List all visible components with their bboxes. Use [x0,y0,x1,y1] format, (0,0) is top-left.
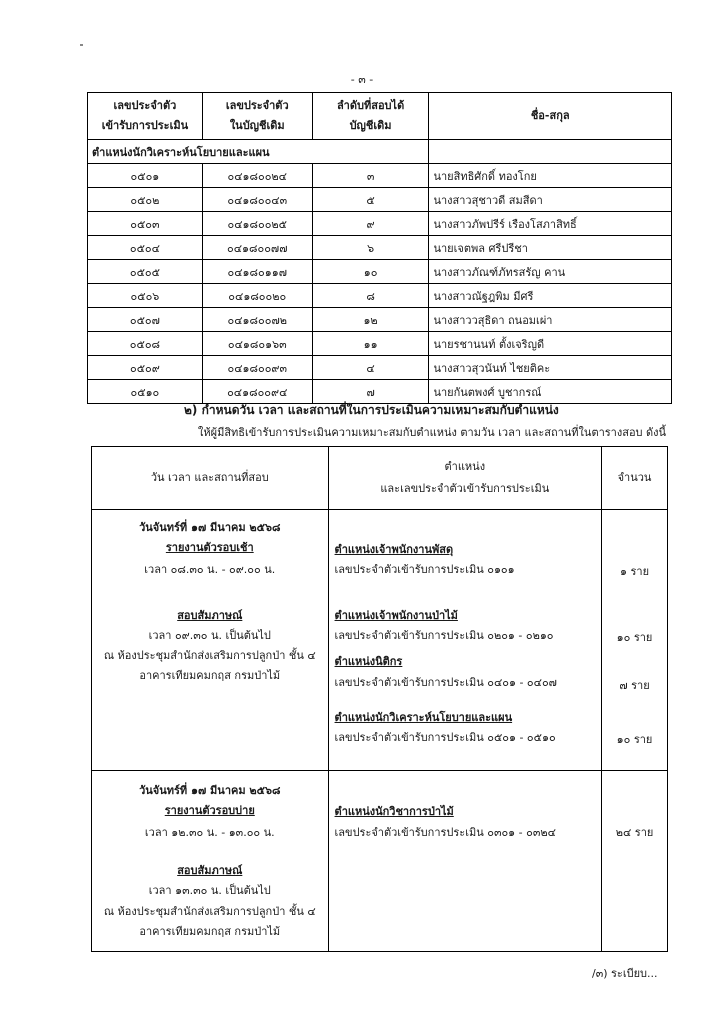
candidate-old-rank: ๑๐ [312,260,429,284]
morning-count-3: ๗ ราย [619,679,650,692]
group-label: ตำแหน่งนักวิเคราะห์นโยบายและแผน [88,140,429,164]
candidate-assessment-id: ๐๕๐๗ [88,308,203,332]
candidate-assessment-id: ๐๕๑๐ [88,380,203,404]
morning-count-cell [602,510,668,771]
afternoon-place-line1: ณ ห้องประชุมสำนักส่งเสริมการปลูกป่า ชั้น ๔ [103,905,316,918]
morning-report-time: เวลา ๐๘.๓๐ น. - ๐๙.๐๐ น. [144,563,276,576]
header-full-name [429,93,672,140]
morning-position-3-range: เลขประจำตัวเข้ารับการประเมิน ๐๔๐๑ - ๐๔๐๗ [334,676,557,689]
afternoon-positions-cell [328,771,602,952]
candidate-assessment-id: ๐๕๐๕ [88,260,203,284]
afternoon-count-1: ๒๔ ราย [615,826,654,839]
table-row [88,308,672,332]
header-assessment-id [88,93,203,140]
candidate-assessment-id: ๐๕๐๘ [88,332,203,356]
afternoon-interview-label: สอบสัมภาษณ์ [177,864,243,877]
candidate-table-header [88,93,672,140]
afternoon-place-line2: อาคารเทียมคมกฤส กรมป่าไม้ [139,925,281,938]
morning-place-line2: อาคารเทียมคมกฤส กรมป่าไม้ [139,669,281,682]
candidate-name: นายสิทธิศักดิ์ ทองโกย [429,164,672,188]
candidate-old-rank: ๖ [312,236,429,260]
afternoon-datetime-cell [92,771,329,952]
table-row [88,260,672,284]
table-row [88,212,672,236]
morning-position-4-title: ตำแหน่งนักวิเคราะห์นโยบายและแผน [334,711,513,724]
header-position [328,447,602,510]
morning-position-4-range: เลขประจำตัวเข้ารับการประเมิน ๐๕๐๑ - ๐๕๑๐ [334,731,556,744]
header-position-line2: และเลขประจำตัวเข้ารับการประเมิน [380,482,550,495]
candidate-assessment-id: ๐๕๐๔ [88,236,203,260]
candidate-old-id: ๐๔๑๘๐๑๖๓ [202,332,312,356]
schedule-row-morning [92,510,668,771]
scan-speck [80,44,83,46]
candidate-old-rank: ๓ [312,164,429,188]
morning-positions-cell [328,510,602,771]
morning-report-label: รายงานตัวรอบเช้า [165,541,254,554]
morning-position-2-title: ตำแหน่งเจ้าพนักงานป่าไม้ [334,609,458,622]
header-old-id [202,93,312,140]
morning-position-1-title: ตำแหน่งเจ้าพนักงานพัสดุ [334,543,454,556]
morning-count-4: ๑๐ ราย [616,733,653,746]
table-row [88,356,672,380]
table-row [88,164,672,188]
candidate-name: นางสาววสุธิดา ถนอมเผ่า [429,308,672,332]
candidate-old-rank: ๙ [312,212,429,236]
header-assessment-id-text: เลขประจำตัว เข้ารับการประเมิน [101,99,189,132]
table-row [88,332,672,356]
table-row [88,284,672,308]
section2-title: ๒) กำหนดวัน เวลา และสถานที่ในการประเมินความเหมาะสมกับตำแหน่ง [184,403,559,417]
morning-datetime-cell [92,510,329,771]
candidate-old-id: ๐๔๑๘๐๐๒๐ [202,284,312,308]
candidate-assessment-id: ๐๕๐๙ [88,356,203,380]
afternoon-report-time: เวลา ๑๒.๓๐ น. - ๑๓.๐๐ น. [144,826,275,839]
candidate-assessment-id: ๐๕๐๑ [88,164,203,188]
candidate-old-id: ๐๔๑๘๐๐๗๗ [202,236,312,260]
afternoon-interview-time: เวลา ๑๓.๓๐ น. เป็นต้นไป [148,884,271,897]
morning-interview-time: เวลา ๐๙.๓๐ น. เป็นต้นไป [148,629,271,642]
afternoon-count-cell [602,771,668,952]
candidate-name: นายเจตพล ศรีปรีชา [429,236,672,260]
candidate-old-rank: ๔ [312,356,429,380]
table-row [88,380,672,404]
afternoon-position-1-range: เลขประจำตัวเข้ารับการประเมิน ๐๓๐๑ - ๐๓๒๔ [334,826,556,839]
candidate-old-id: ๐๔๑๘๐๐๒๔ [202,164,312,188]
candidate-assessment-id: ๐๕๐๖ [88,284,203,308]
afternoon-position-1-title: ตำแหน่งนักวิชาการป่าไม้ [334,805,454,818]
candidate-table [87,92,672,404]
candidate-old-rank: ๑๒ [312,308,429,332]
morning-position-3-title: ตำแหน่งนิติกร [334,655,403,668]
header-old-id-text: เลขประจำตัว ในบัญชีเดิม [225,99,289,132]
schedule-header [92,447,668,510]
table-row [88,236,672,260]
candidate-rows [88,164,672,404]
candidate-name: นายรชานนท์ ตั้งเจริญดี [429,332,672,356]
candidate-old-id: ๐๔๑๘๐๐๙๓ [202,356,312,380]
candidate-old-id: ๐๔๑๘๐๑๑๗ [202,260,312,284]
candidate-old-rank: ๗ [312,380,429,404]
group-empty-cell [429,140,672,164]
section2-subtitle: ให้ผู้มีสิทธิเข้ารับการประเมินความเหมาะสมกับตำแหน่ง ตามวัน เวลา และสถานที่ในตารางสอบ ดังนี้ [198,426,667,439]
header-date-time-place: วัน เวลา และสถานที่สอบ [92,447,329,510]
candidate-name: นายกันตพงศ์ บูชากรณ์ [429,380,672,404]
candidate-old-id: ๐๔๑๘๐๐๗๒ [202,308,312,332]
candidate-name: นางสาวสุวนันท์ ไชยติคะ [429,356,672,380]
candidate-assessment-id: ๐๕๐๓ [88,212,203,236]
candidate-assessment-id: ๐๕๐๒ [88,188,203,212]
candidate-name: นางสาวภัพปรีร์ เรืองโสภาสิทธิ์ [429,212,672,236]
candidate-old-rank: ๕ [312,188,429,212]
table-row [88,188,672,212]
candidate-old-id: ๐๔๑๘๐๐๙๔ [202,380,312,404]
group-row [88,140,672,164]
morning-position-1-range: เลขประจำตัวเข้ารับการประเมิน ๐๑๐๑ [334,563,515,576]
header-old-rank [312,93,429,140]
candidate-name: นางสาวสุชาวดี สมสีดา [429,188,672,212]
candidate-old-rank: ๑๑ [312,332,429,356]
morning-date: วันจันทร์ที่ ๑๗ มีนาคม ๒๕๖๘ [139,521,281,534]
morning-count-1: ๑ ราย [620,565,650,578]
schedule-row-afternoon [92,771,668,952]
header-position-line1: ตำแหน่ง [444,460,486,473]
morning-place-line1: ณ ห้องประชุมสำนักส่งเสริมการปลูกป่า ชั้น ๔ [103,649,316,662]
page-number: - ๓ - [350,73,374,86]
candidate-old-id: ๐๔๑๘๐๐๔๓ [202,188,312,212]
morning-position-2-range: เลขประจำตัวเข้ารับการประเมิน ๐๒๐๑ - ๐๒๑๐ [334,629,554,642]
candidate-name: นางสาวภัณฑ์ภัทรสรัญ คาน [429,260,672,284]
candidate-old-rank: ๘ [312,284,429,308]
afternoon-report-label: รายงานตัวรอบบ่าย [164,804,255,817]
header-full-name-text: ชื่อ-สกุล [530,109,570,122]
candidate-old-id: ๐๔๑๘๐๐๒๕ [202,212,312,236]
schedule-table [91,446,668,952]
continuation-note: /๓) ระเบียบ... [592,967,658,980]
morning-interview-label: สอบสัมภาษณ์ [177,609,243,622]
afternoon-date: วันจันทร์ที่ ๑๗ มีนาคม ๒๕๖๘ [139,784,281,797]
header-count: จำนวน [602,447,668,510]
morning-count-2: ๑๐ ราย [616,631,653,644]
candidate-name: นางสาวณัฐฎพิม มีศรี [429,284,672,308]
header-old-rank-text: ลำดับที่สอบได้ บัญชีเดิม [336,99,405,132]
